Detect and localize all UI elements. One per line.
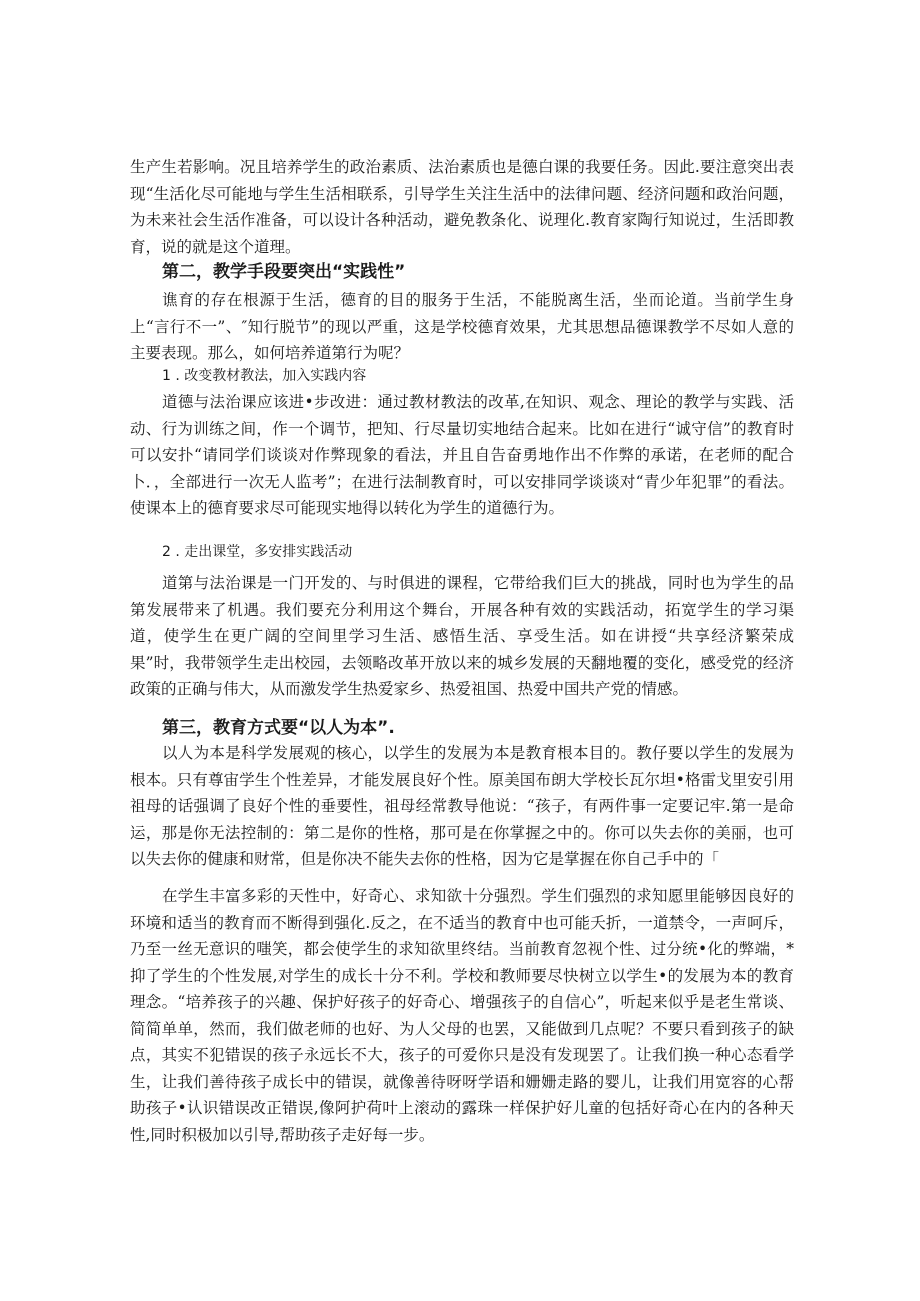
subheading-1: 1 . 改变教材教法，加入实践内容 xyxy=(162,368,367,384)
subheading-2: 2 . 走出课堂，多安排实践活动 xyxy=(162,544,353,560)
paragraph-subheading-2: 道第与法治课是一门开发的、与时俱进的课程，它带给我们巨大的挑战，同时也为学生的品第发展带来了机遇。我们要充分利用这个舞台，开展各种有效的实践活动，拓宽学生的学习渠道，使学生在更广阔的空间里学习生活、感悟生活、享受生活。如在讲授“共享经济繁荣成果”时，我带领学生走出校园，去领略改革开放以来的城乡发展的天翻地覆的变化，感受党的经济政策的正确与伟大，从而激发学生热爱家乡、热爱祖国、热爱中国共产党的情感。 xyxy=(130,574,794,698)
paragraph-people-oriented: 以人为本是科学发展观的核心，以学生的发展为本是教育根本目的。教仔要以学生的发展为根本。只有尊宙学生个性差异，才能发展良好个性。原美国布朗大学校长瓦尔坦•格雷戈里安引用祖母的话强调了良好个性的垂要性，祖母经常教导他说：“孩子，有两件事一定要记牢.第一是命运，那是你无法控制的：第二是你的性格，那可是在你掌握之中的。你可以失去你的美丽，也可以失去你的健康和财常，但是你决不能失去你的性格，因为它是掌握在你自己手中的「 xyxy=(130,744,794,868)
heading-people-oriented: 第三，教育方式要“以人为本”. xyxy=(162,718,395,738)
paragraph-intro: 生产生若影响。况且培养学生的政治素质、法治素质也是德白课的我要任务。因此.要注意突出表现“生活化尽可能地与学生生活相联系，引导学生关注生活中的法律问题、经济问题和政治问题，为未来社会生活作准备，可以设计各种活动，避免教条化、说理化.教育家陶行知说过，生活即教育，说的就是这个道理。 xyxy=(130,158,794,256)
heading-practice: 第二，教学手段要突出“实践性” xyxy=(162,262,406,282)
paragraph-practice: 谯育的存在根源于生活，德育的目的服务于生活，不能脱离生活，坐而论道。当前学生身上“言行不一”、″知行脱节”的现以严重，这是学校德育效果，尤其思想品德课教学不尽如人意的主要表现。那么，如何培养道第行为呢？ xyxy=(130,291,794,362)
paragraph-curiosity: 在学生丰富多彩的天性中，好奇心、求知欲十分强烈。学生们强烈的求知愿里能够因良好的环境和适当的教育而不断得到强化.反之，在不适当的教育中也可能夭折，一道禁令，一声呵斥，乃至一丝无意识的嗤笑，都会使学生的求知欲里终结。当前教育忽视个性、过分统•化的弊端，*抑了学生的个性发展,对学生的成长十分不利。学校和教师要尽快树立以学生•的发展为本的教育理念。“培养孩子的兴趣、保护好孩子的好奇心、增强孩子的自信心”，听起来似乎是老生常谈、简简单单，然而，我们做老师的也好、为人父母的也罢，又能做到几点呢？不要只看到孩子的缺点，其实不犯错误的孩子永远长不大，孩子的可爱你只是没有发现罢了。让我们换一种心态看学生，让我们善待孩子成长中的错误，就像善待呀呀学语和姗姗走路的婴儿，让我们用宽容的心帮助孩子•认识错误改正错误,像阿护荷叶上滚动的露珠一样保护好儿童的包括好奇心在内的各种天性,同时积极加以引导,帮助孩子走好每一步。 xyxy=(130,887,794,1144)
paragraph-subheading-1: 道德与法治课应该进•步改进：通过教材教法的改革,在知识、观念、理论的教学与实践、活动、行为训练之间，作一个调节，把知、行尽量切实地结合起来。比如在进行“诚守信”的教育时可以安扑“请同学们谈谈对作弊现象的看法，并且自告奋勇地作出不作弊的承诺，在老师的配合卜．，全部进行一次无人监考”；在进行法制教育时，可以安排同学谈谈对“青少年犯罪”的看法。使课本上的德育要求尽可能现实地得以转化为学生的道德行为。 xyxy=(130,393,794,517)
